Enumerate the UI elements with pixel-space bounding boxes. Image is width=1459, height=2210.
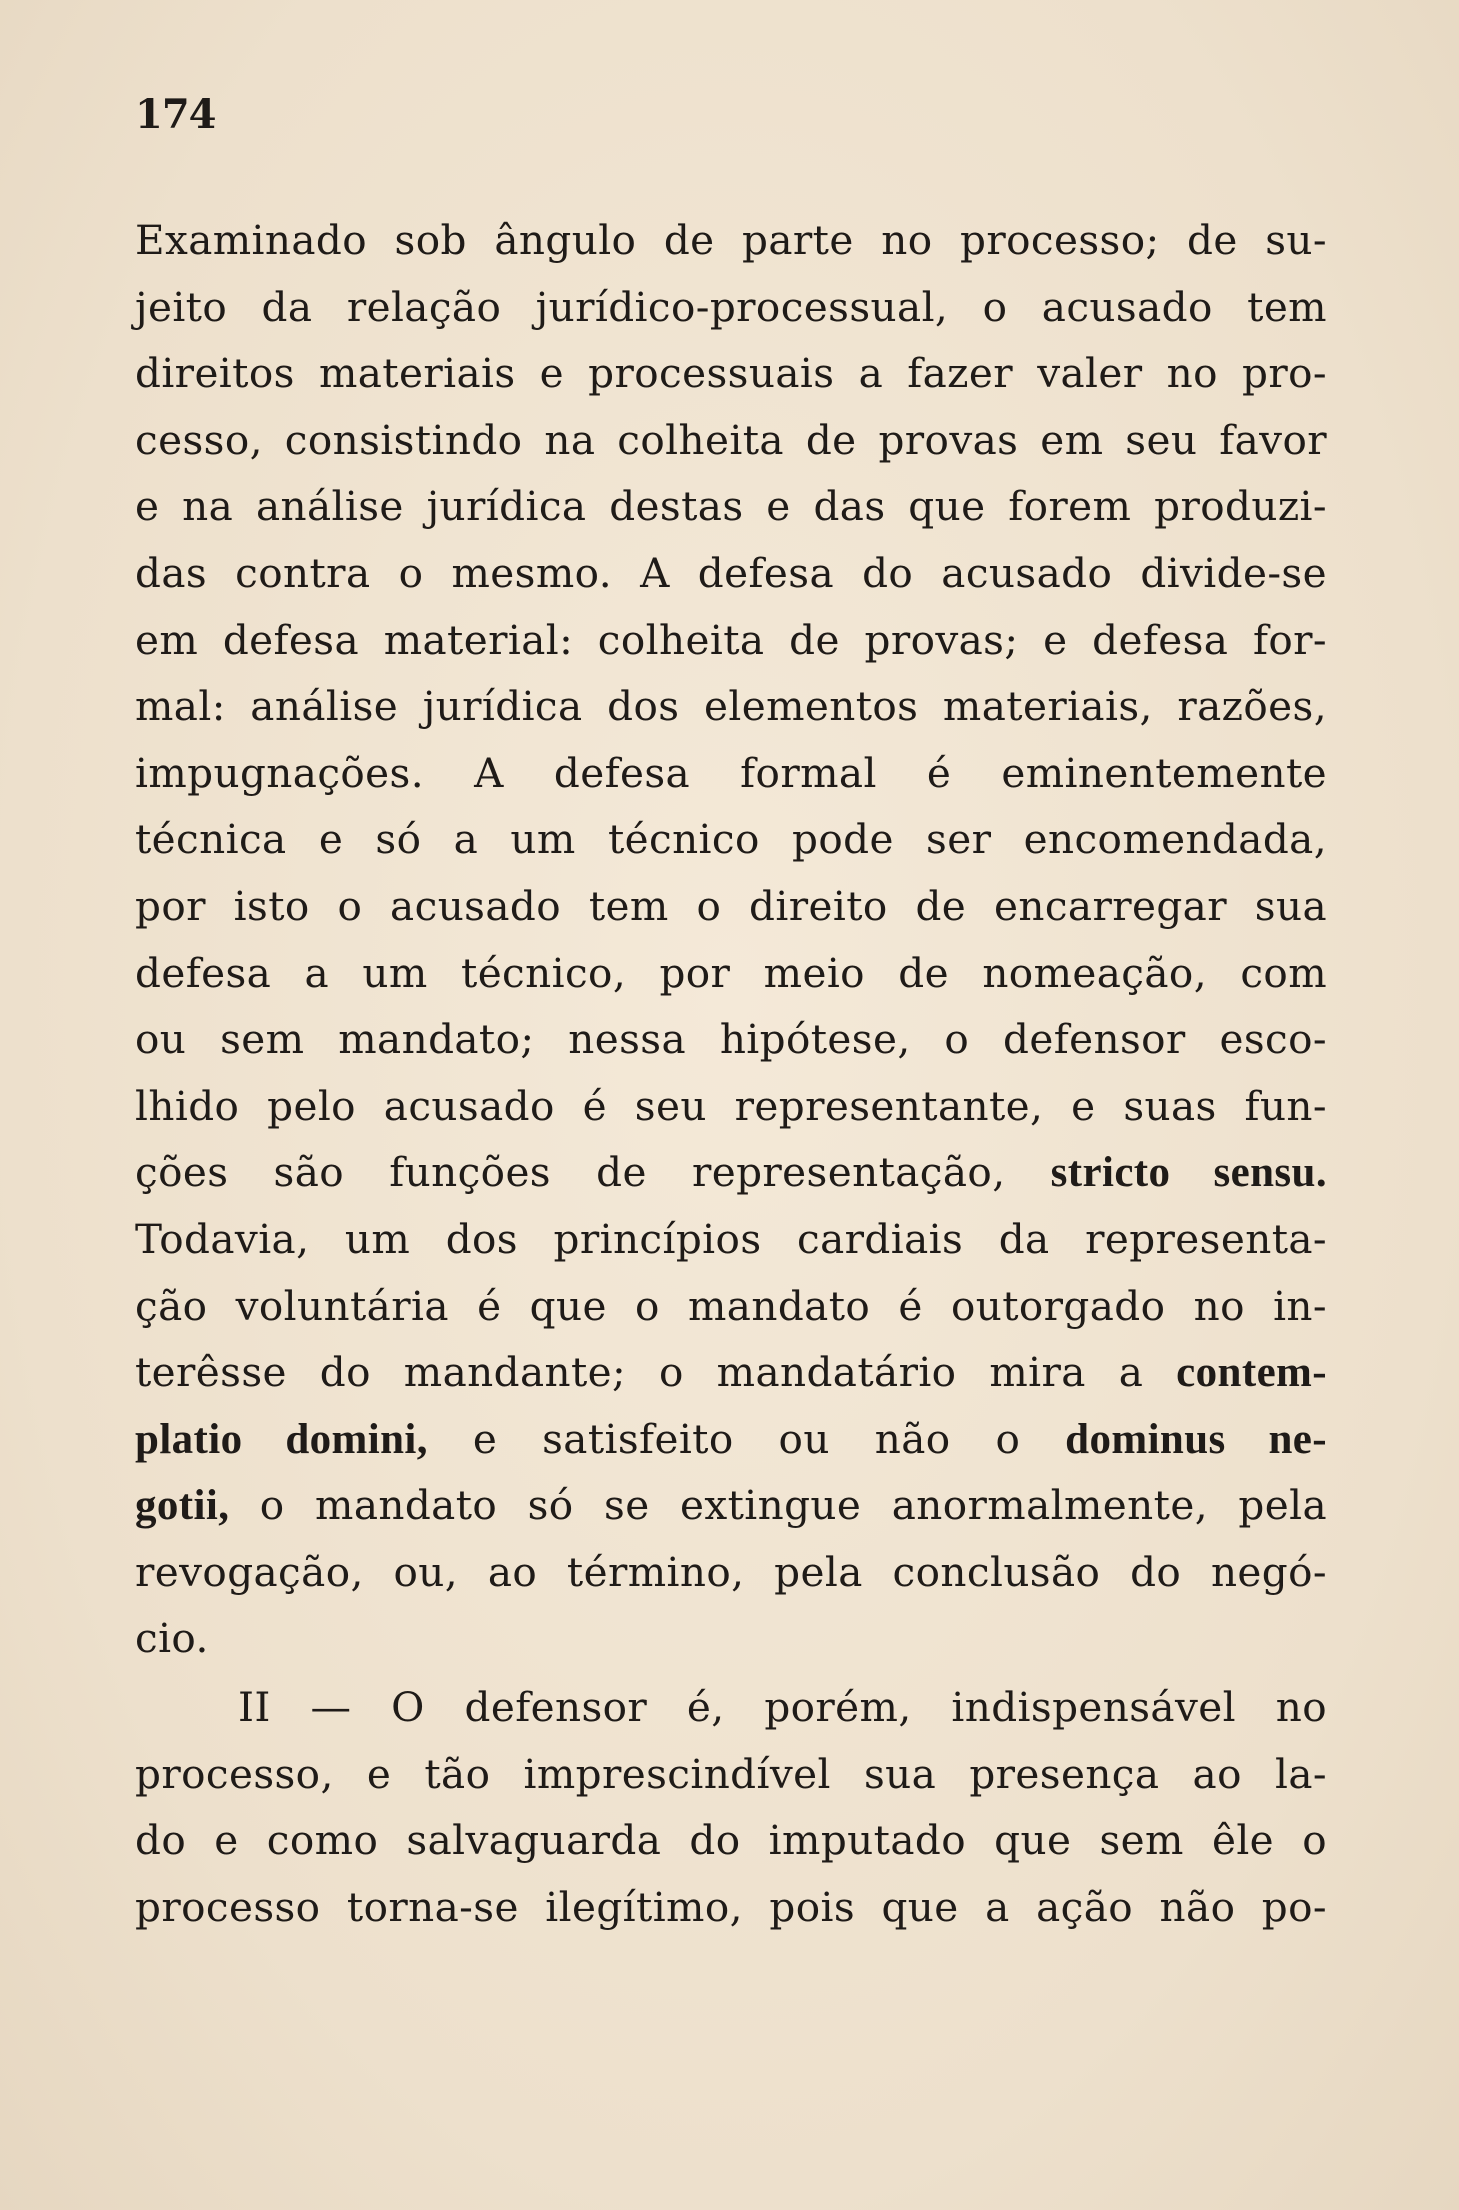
text-line — [135, 607, 1327, 674]
text-line — [135, 1472, 1327, 1539]
text-segment: do e como salvaguarda do imputado que sem êle o — [135, 1816, 1327, 1865]
text-line — [135, 1139, 1327, 1206]
text-line — [135, 740, 1327, 807]
text-line — [135, 1605, 1327, 1672]
text-segment: cio. — [135, 1614, 209, 1663]
text-segment: processo, e tão imprescindível sua presença ao la- — [135, 1749, 1327, 1798]
text-segment: o mandato só se extingue anormalmente, pela — [229, 1481, 1327, 1530]
text-line — [135, 340, 1327, 407]
text-segment: impugnações. A defesa formal é eminentemente — [135, 748, 1327, 797]
text-segment: técnica e só a um técnico pode ser encomendada, — [135, 815, 1327, 864]
text-segment: ou sem mandato; nessa hipótese, o defensor esco- — [135, 1015, 1327, 1064]
text-line — [135, 940, 1327, 1007]
text-line — [135, 1741, 1327, 1808]
text-segment: por isto o acusado tem o direito de encarregar sua — [135, 881, 1327, 930]
text-segment: processo torna-se ilegítimo, pois que a ação não po- — [135, 1882, 1327, 1931]
text-line — [135, 407, 1327, 474]
bold-term: dominus ne- — [1065, 1415, 1327, 1463]
text-line — [135, 1406, 1327, 1473]
text-line — [135, 1073, 1327, 1140]
bold-term: platio domini, — [135, 1415, 428, 1463]
text-segment: em defesa material: colheita de provas; e defesa for- — [135, 615, 1327, 664]
text-line — [135, 473, 1327, 540]
text-segment: Examinado sob ângulo de parte no processo; de su- — [135, 216, 1327, 264]
text-segment: e satisfeito ou não o — [427, 1414, 1066, 1463]
bold-term: stricto sensu. — [1050, 1149, 1327, 1197]
text-line — [135, 1674, 1327, 1741]
bold-term: contem- — [1176, 1349, 1327, 1397]
text-line — [135, 1539, 1327, 1606]
text-segment: e na análise jurídica destas e das que forem produzi- — [135, 482, 1327, 531]
text-line — [135, 1273, 1327, 1340]
text-line — [135, 1874, 1327, 1941]
text-line — [135, 806, 1327, 873]
bold-term: gotii, — [135, 1482, 230, 1530]
text-segment: lhido pelo acusado é seu representante, e suas fun- — [135, 1081, 1327, 1130]
paragraph-1 — [135, 207, 1327, 1672]
text-line — [135, 1807, 1327, 1874]
text-segment: das contra o mesmo. A defesa do acusado divide-se — [135, 548, 1327, 597]
page-number: 174 — [135, 91, 216, 138]
text-segment: direitos materiais e processuais a fazer valer no pro- — [135, 349, 1327, 398]
text-line — [135, 540, 1327, 607]
text-line — [135, 673, 1327, 740]
text-segment: terêsse do mandante; o mandatário mira a — [135, 1348, 1177, 1397]
text-line — [135, 873, 1327, 940]
text-line — [135, 207, 1327, 274]
text-line — [135, 1006, 1327, 1073]
text-segment: Todavia, um dos princípios cardiais da representa- — [135, 1214, 1327, 1263]
text-segment: ção voluntária é que o mandato é outorgado no in- — [135, 1281, 1327, 1330]
text-line — [135, 274, 1327, 341]
text-line — [135, 1339, 1327, 1406]
text-segment: II — O defensor é, porém, indispensável no — [238, 1683, 1327, 1732]
text-segment: cesso, consistindo na colheita de provas em seu favor — [135, 415, 1327, 464]
text-line — [135, 1206, 1327, 1273]
text-segment: jeito da relação jurídico-processual, o acusado tem — [135, 282, 1327, 331]
text-segment: mal: análise jurídica dos elementos materiais, razões, — [135, 682, 1327, 731]
text-segment: defesa a um técnico, por meio de nomeação, com — [135, 948, 1327, 997]
paragraph-2 — [135, 1674, 1327, 1940]
text-segment: ções são funções de representação, — [135, 1148, 1051, 1197]
text-segment: revogação, ou, ao término, pela conclusão do negó- — [135, 1547, 1327, 1596]
body-text — [135, 207, 1327, 1940]
